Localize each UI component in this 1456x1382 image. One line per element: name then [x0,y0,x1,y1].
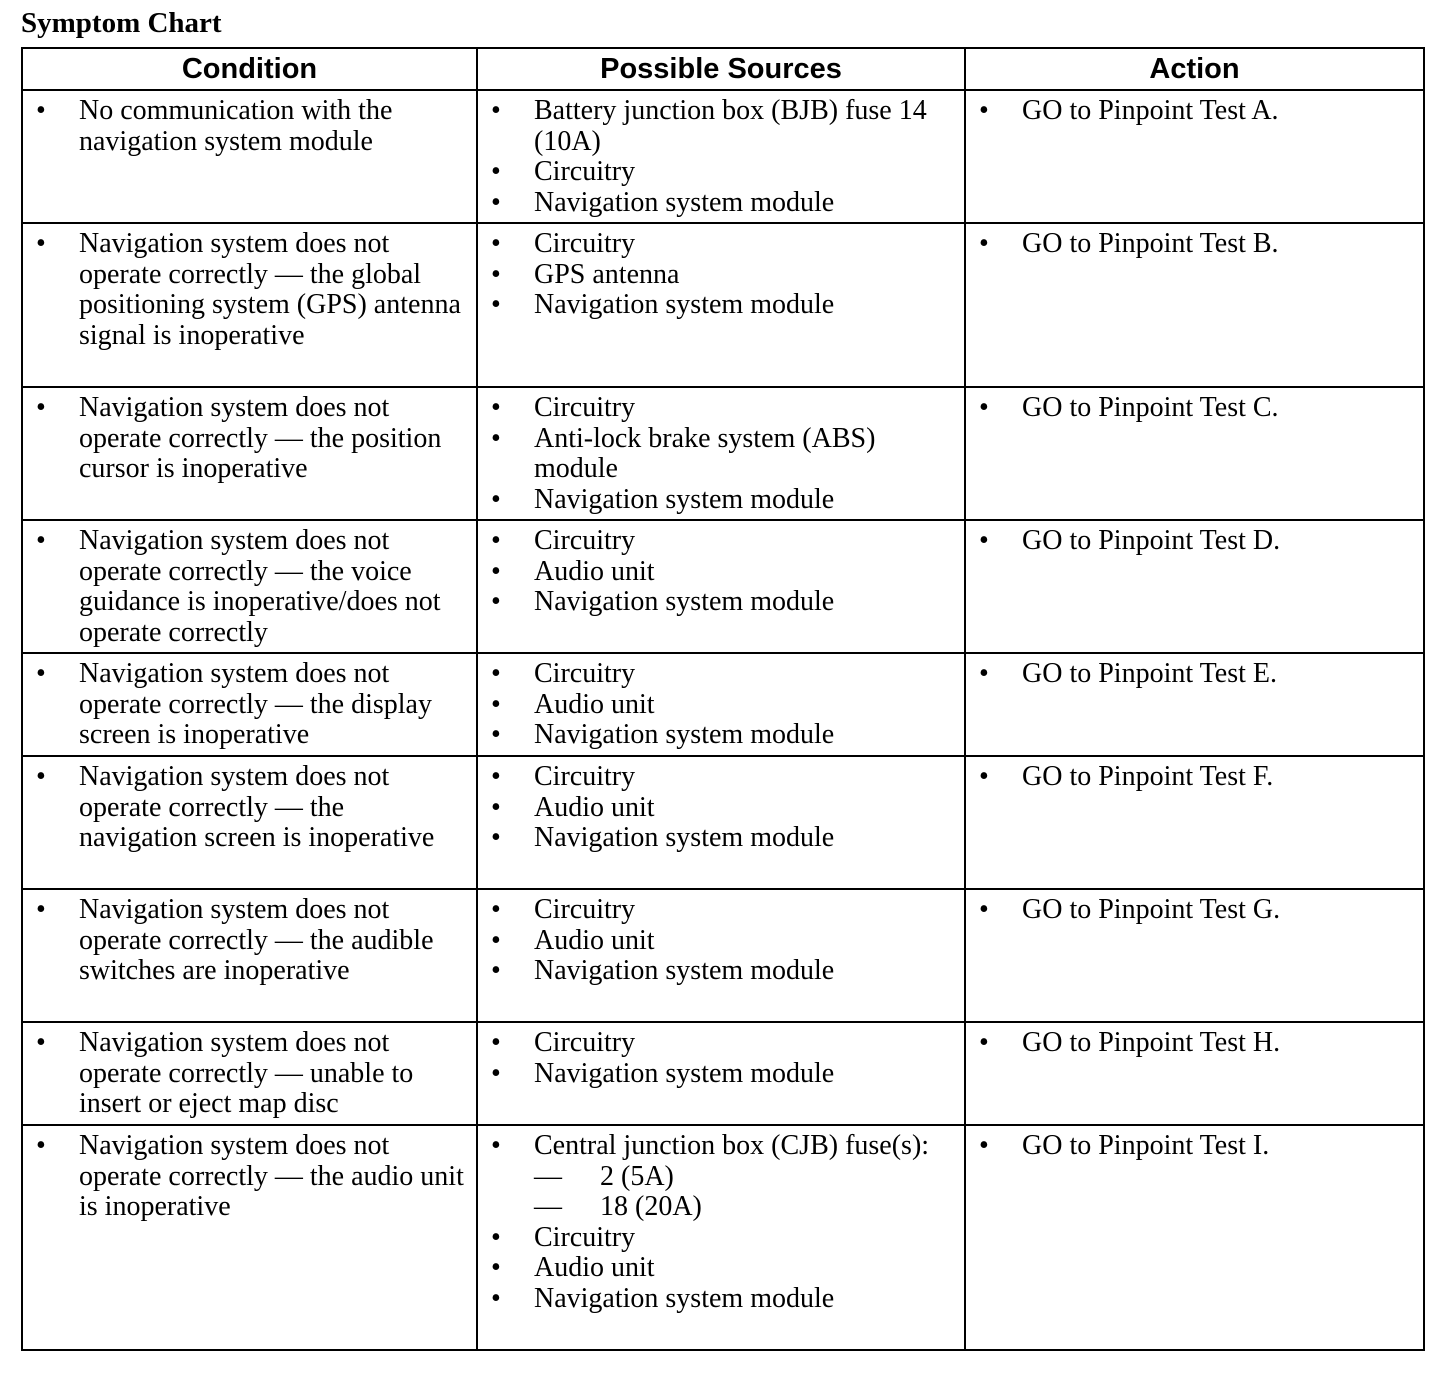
bullet-icon: • [491,392,501,423]
source-text: Navigation system module [534,483,835,515]
sources-cell [477,653,965,756]
bullet-icon: • [491,228,501,259]
bullet-icon: • [491,258,501,290]
action-item [974,1131,1415,1162]
bullet-icon: • [979,525,989,556]
source-item [486,1131,956,1223]
source-text: Battery junction box (BJB) fuse 14 (10A) [534,95,927,157]
action-item [974,762,1415,793]
bullet-icon: • [979,1130,989,1161]
header-possible-sources: Possible Sources [477,48,965,90]
action-cell [965,223,1424,387]
bullet-icon: • [979,95,989,126]
source-text: GPS antenna [534,258,680,290]
source-subitem-text: 2 (5A) [600,1160,674,1192]
bullet-icon: • [491,791,501,823]
bullet-icon: • [491,924,501,956]
source-item [486,793,956,824]
source-text: Navigation system module [534,289,835,320]
bullet-icon: • [491,186,501,218]
source-item [486,188,956,219]
condition-cell [22,1125,477,1350]
sources-cell [477,756,965,889]
header-action: Action [965,48,1424,90]
source-text: Circuitry [534,392,636,423]
source-text: Circuitry [534,228,636,259]
bullet-icon: • [36,392,46,423]
condition-text: Navigation system does not operate correctly — unable to insert or eject map disc [79,1027,414,1119]
source-subitem [534,1162,956,1193]
table-row [22,387,1424,520]
source-text: Navigation system module [534,1057,835,1089]
sources-cell [477,520,965,653]
sources-cell [477,1125,965,1350]
action-cell [965,90,1424,223]
condition-cell [22,90,477,223]
source-item [486,1284,956,1315]
condition-item [31,96,468,157]
action-item [974,895,1415,926]
action-text: GO to Pinpoint Test A. [1022,95,1279,126]
source-text: Circuitry [534,761,636,792]
source-item [486,762,956,793]
bullet-icon: • [36,1130,46,1161]
bullet-icon: • [491,1057,501,1089]
source-text: Circuitry [534,525,636,556]
sources-cell [477,90,965,223]
table-row [22,889,1424,1022]
action-text: GO to Pinpoint Test G. [1022,894,1281,925]
source-item [486,557,956,588]
source-item [486,260,956,291]
bullet-icon: • [491,1221,501,1253]
source-item [486,659,956,690]
bullet-icon: • [491,955,501,986]
action-cell [965,1125,1424,1350]
action-text: GO to Pinpoint Test H. [1022,1027,1281,1058]
action-cell [965,653,1424,756]
action-item [974,1028,1415,1059]
table-row [22,756,1424,889]
source-text: Audio unit [534,791,655,823]
table-row [22,1125,1424,1350]
bullet-icon: • [979,228,989,259]
action-cell [965,387,1424,520]
source-item [486,895,956,926]
table-row [22,520,1424,653]
action-cell [965,520,1424,653]
source-item [486,1028,956,1059]
table-row [22,1022,1424,1125]
source-text: Navigation system module [534,955,835,986]
source-item [486,720,956,751]
bullet-icon: • [979,894,989,925]
condition-text: Navigation system does not operate correctly — the audio unit is inoperative [79,1130,464,1222]
source-text: Navigation system module [534,186,835,218]
action-item [974,96,1415,127]
bullet-icon: • [491,555,501,587]
bullet-icon: • [491,586,501,617]
source-text: Circuitry [534,1221,636,1253]
action-cell [965,889,1424,1022]
action-text: GO to Pinpoint Test D. [1022,525,1281,556]
condition-item [31,1131,468,1223]
source-item [486,424,956,485]
condition-cell [22,756,477,889]
source-text: Audio unit [534,555,655,587]
condition-item [31,659,468,751]
source-item [486,393,956,424]
action-text: GO to Pinpoint Test F. [1022,761,1274,792]
source-text: Circuitry [534,894,636,925]
bullet-icon: • [491,688,501,720]
source-item [486,926,956,957]
source-item [486,690,956,721]
table-row [22,653,1424,756]
bullet-icon: • [491,483,501,515]
sources-cell [477,1022,965,1125]
page-title: Symptom Chart [21,7,222,39]
bullet-icon: • [491,95,501,126]
bullet-icon: • [491,156,501,187]
condition-text: No communication with the navigation system module [79,95,393,157]
condition-text: Navigation system does not operate correctly — the audible switches are inoperative [79,894,434,986]
bullet-icon: • [36,658,46,689]
bullet-icon: • [36,95,46,126]
source-item [486,526,956,557]
source-text: Navigation system module [534,586,835,617]
sources-cell [477,223,965,387]
bullet-icon: • [36,1027,46,1058]
source-item [486,290,956,321]
action-text: GO to Pinpoint Test I. [1022,1130,1270,1161]
bullet-icon: • [491,658,501,689]
condition-cell [22,653,477,756]
source-text: Audio unit [534,924,655,956]
condition-cell [22,1022,477,1125]
source-text: Circuitry [534,1027,636,1058]
bullet-icon: • [36,525,46,556]
sources-cell [477,889,965,1022]
action-text: GO to Pinpoint Test B. [1022,228,1279,259]
bullet-icon: • [979,1027,989,1058]
condition-text: Navigation system does not operate correctly — the navigation screen is inoperative [79,761,435,853]
header-condition: Condition [22,48,477,90]
action-cell [965,756,1424,889]
bullet-icon: • [979,392,989,423]
source-subitem [534,1192,956,1223]
symptom-chart-table [21,47,1425,1351]
bullet-icon: • [491,289,501,320]
condition-text: Navigation system does not operate correctly — the position cursor is inoperative [79,392,442,484]
source-text: Audio unit [534,688,655,720]
condition-text: Navigation system does not operate correctly — the voice guidance is inoperative/does not operate correctly [79,525,441,648]
condition-cell [22,889,477,1022]
dash-icon: — [534,1160,562,1192]
bullet-icon: • [491,1282,501,1314]
condition-text: Navigation system does not operate correctly — the global positioning system (GPS) antenna signal is inoperative [79,228,461,351]
source-subitem-text: 18 (20A) [600,1191,702,1222]
source-item [486,96,956,157]
condition-item [31,1028,468,1120]
condition-item [31,229,468,351]
action-item [974,229,1415,260]
source-text: Audio unit [534,1252,655,1283]
source-item [486,1059,956,1090]
bullet-icon: • [491,1027,501,1058]
bullet-icon: • [491,1130,501,1161]
source-item [486,157,956,188]
condition-text: Navigation system does not operate correctly — the display screen is inoperative [79,658,432,750]
condition-cell [22,387,477,520]
source-text: Circuitry [534,658,636,689]
source-text: Navigation system module [534,1282,835,1314]
table-row [22,223,1424,387]
table-row [22,90,1424,223]
source-item [486,229,956,260]
bullet-icon: • [979,761,989,792]
header-row [22,48,1424,90]
bullet-icon: • [491,422,501,454]
bullet-icon: • [491,1252,501,1283]
source-item [486,1223,956,1254]
source-text: Central junction box (CJB) fuse(s): [534,1130,930,1161]
bullet-icon: • [36,894,46,925]
bullet-icon: • [491,719,501,750]
bullet-icon: • [491,822,501,853]
source-item [486,485,956,516]
condition-cell [22,520,477,653]
source-text: Anti-lock brake system (ABS) module [534,422,876,484]
action-item [974,526,1415,557]
bullet-icon: • [36,228,46,259]
source-item [486,587,956,618]
action-item [974,393,1415,424]
action-item [974,659,1415,690]
condition-item [31,895,468,987]
action-text: GO to Pinpoint Test C. [1022,392,1279,423]
bullet-icon: • [491,761,501,792]
source-text: Navigation system module [534,719,835,750]
bullet-icon: • [491,525,501,556]
source-text: Circuitry [534,156,636,187]
source-item [486,956,956,987]
condition-item [31,526,468,648]
bullet-icon: • [36,761,46,792]
bullet-icon: • [979,658,989,689]
source-text: Navigation system module [534,822,835,853]
condition-cell [22,223,477,387]
condition-item [31,762,468,854]
bullet-icon: • [491,894,501,925]
dash-icon: — [534,1191,562,1222]
chart-body [22,90,1424,1350]
action-text: GO to Pinpoint Test E. [1022,658,1277,689]
source-item [486,823,956,854]
action-cell [965,1022,1424,1125]
source-item [486,1253,956,1284]
sources-cell [477,387,965,520]
condition-item [31,393,468,485]
